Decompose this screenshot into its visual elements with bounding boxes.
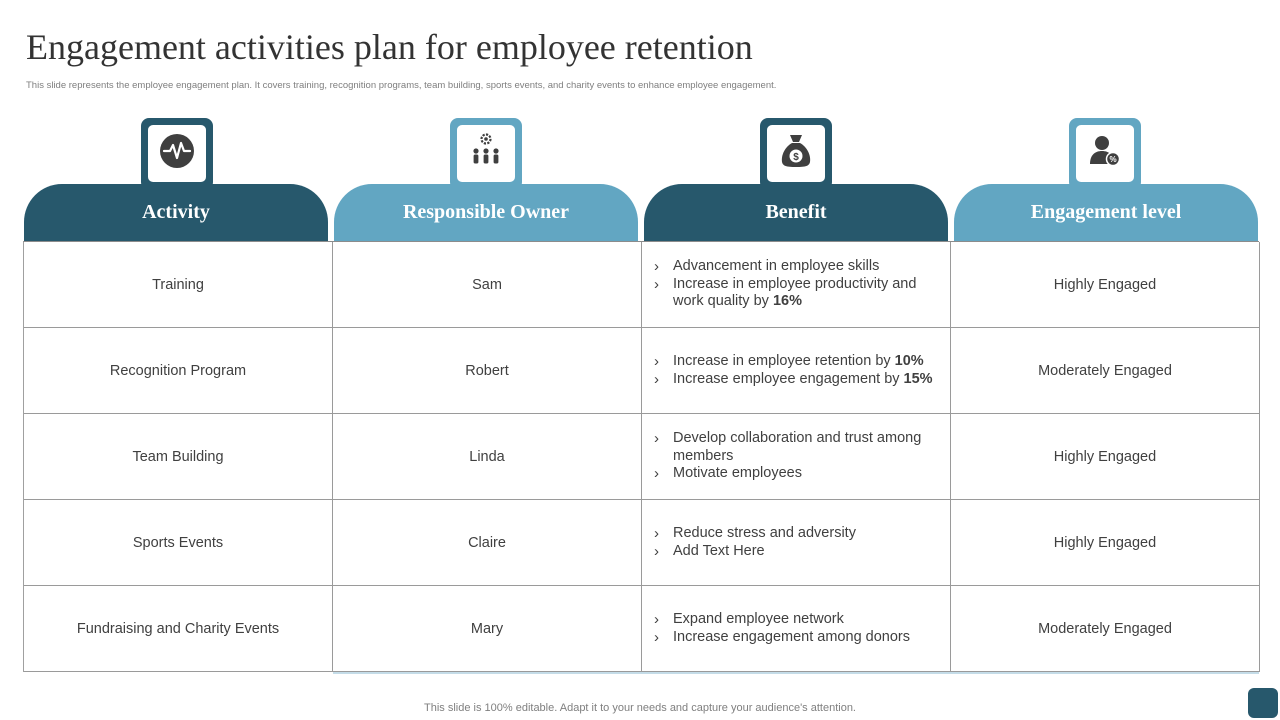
- footer-note: This slide is 100% editable. Adapt it to your needs and capture your audience's attention.: [424, 702, 856, 714]
- table-row: [24, 500, 1260, 586]
- user-percent-icon: [1088, 134, 1122, 173]
- engagement-icon-tab: [1069, 118, 1141, 190]
- engagement-cell: Highly Engaged: [951, 242, 1260, 327]
- table-row: [24, 328, 1260, 414]
- engagement-cell: Moderately Engaged: [951, 328, 1260, 413]
- activity-cell: Fundraising and Charity Events: [24, 586, 333, 671]
- owner-cell: Sam: [333, 242, 642, 327]
- table-row: [24, 242, 1260, 328]
- benefit-item: › Increase employee engagement by 15%: [654, 371, 933, 389]
- owner-cell: Mary: [333, 586, 642, 671]
- engagement-cell: Highly Engaged: [951, 414, 1260, 499]
- benefit-item: › Add Text Here: [654, 543, 856, 561]
- svg-text:%: %: [1109, 155, 1117, 164]
- header-benefit: Benefit: [644, 184, 948, 241]
- benefit-item: › Expand employee network: [654, 611, 910, 629]
- activity-cell: Recognition Program: [24, 328, 333, 413]
- benefit-list: [654, 353, 933, 388]
- money-bag-icon: [780, 133, 812, 174]
- page-title: Engagement activities plan for employee retention: [26, 27, 753, 67]
- benefit-cell: [642, 414, 951, 499]
- benefit-cell: [642, 500, 951, 585]
- benefit-item: › Reduce stress and adversity: [654, 525, 856, 543]
- header-responsible-owner: Responsible Owner: [334, 184, 638, 241]
- benefit-item: › Advancement in employee skills: [654, 258, 940, 276]
- owner-cell: Linda: [333, 414, 642, 499]
- header-activity: Activity: [24, 184, 328, 241]
- activity-cell: Training: [24, 242, 333, 327]
- benefit-item: › Increase in employee productivity and work quality by 16%: [654, 276, 940, 311]
- benefit-icon-tab: [760, 118, 832, 190]
- engagement-cell: Moderately Engaged: [951, 586, 1260, 671]
- table-bottom-accent: [333, 672, 1259, 674]
- benefit-item: › Develop collaboration and trust among members: [654, 430, 940, 465]
- benefit-item: › Motivate employees: [654, 465, 940, 483]
- heartbeat-icon: [159, 133, 195, 174]
- table-row: [24, 586, 1260, 672]
- benefit-cell: [642, 586, 951, 671]
- activity-icon-tab: [141, 118, 213, 190]
- benefit-list: [654, 258, 940, 311]
- engagement-cell: Highly Engaged: [951, 500, 1260, 585]
- header-engagement-level: Engagement level: [954, 184, 1258, 241]
- owner-cell: Claire: [333, 500, 642, 585]
- engagement-table: [23, 241, 1259, 672]
- team-gear-icon: [471, 133, 501, 174]
- svg-text:$: $: [793, 152, 799, 163]
- benefit-list: [654, 430, 940, 483]
- benefit-cell: [642, 328, 951, 413]
- activity-cell: Team Building: [24, 414, 333, 499]
- benefit-item: › Increase engagement among donors: [654, 629, 910, 647]
- owner-icon-tab: [450, 118, 522, 190]
- benefit-item: › Increase in employee retention by 10%: [654, 353, 933, 371]
- benefit-list: [654, 611, 910, 646]
- owner-cell: Robert: [333, 328, 642, 413]
- benefit-cell: [642, 242, 951, 327]
- corner-badge: [1248, 688, 1278, 718]
- activity-cell: Sports Events: [24, 500, 333, 585]
- page-subtitle: This slide represents the employee engagement plan. It covers training, recognition programs, team building, sports events, and charity events to enhance employee engagement.: [26, 80, 777, 91]
- benefit-list: [654, 525, 856, 560]
- table-row: [24, 414, 1260, 500]
